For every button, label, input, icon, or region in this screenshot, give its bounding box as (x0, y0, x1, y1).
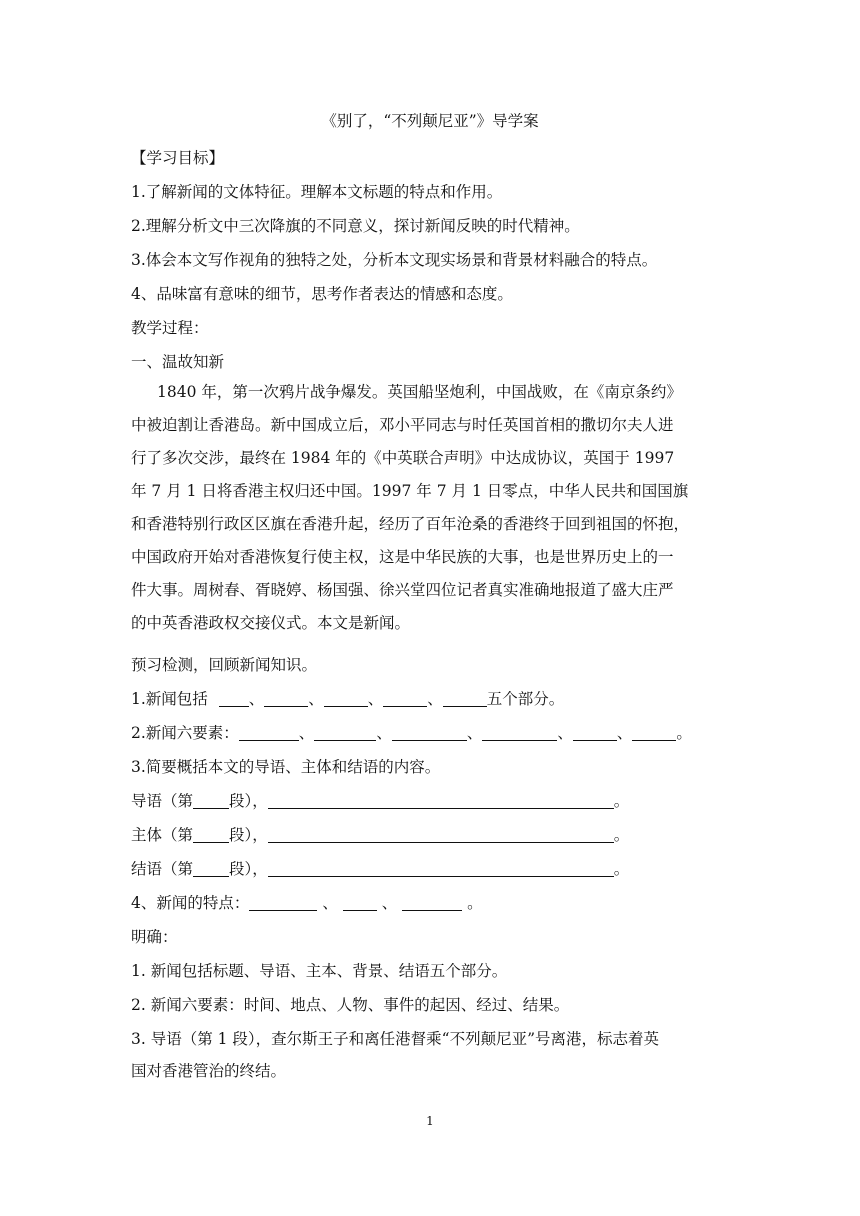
separator: 、 (427, 690, 443, 708)
question-4-prefix: 4、新闻的特点： (131, 894, 250, 912)
part-label: 结语（第 (131, 860, 194, 878)
question-4 (131, 892, 483, 914)
answer-item: 2. 新闻六要素：时间、地点、人物、事件的起因、经过、结果。 (131, 996, 570, 1014)
intro-line: 1840 年，第一次鸦片战争爆发。英国船坚炮利，中国战败，在《南京条约》 (157, 383, 682, 401)
section-heading: 一、温故知新 (131, 353, 225, 371)
question-1 (131, 688, 564, 710)
objective-item: 1.了解新闻的文体特征。理解本文标题的特点和作用。 (131, 183, 503, 201)
separator: 、 (381, 894, 398, 912)
part-ending (131, 858, 629, 880)
answer-blank[interactable] (268, 792, 614, 809)
separator: 、 (376, 724, 392, 742)
period: 。 (613, 792, 630, 810)
answer-blank[interactable] (268, 826, 614, 843)
answer-item: 3. 导语（第 1 段），查尔斯王子和离任港督乘“不列颠尼亚”号离港，标志着英 (131, 1030, 660, 1048)
answer-blank[interactable] (443, 690, 487, 707)
answer-blank[interactable] (343, 894, 377, 911)
part-mid: 段）， (229, 826, 268, 844)
period: 。 (467, 894, 483, 912)
answer-item: 1. 新闻包括标题、导语、主本、背景、结语五个部分。 (131, 962, 508, 980)
answer-blank[interactable] (392, 724, 467, 741)
answer-blank[interactable] (314, 724, 376, 741)
question-1-suffix: 五个部分。 (486, 690, 565, 708)
objective-item: 2.理解分析文中三次降旗的不同意义，探讨新闻反映的时代精神。 (131, 217, 580, 235)
answer-blank[interactable] (219, 690, 249, 707)
answer-blank[interactable] (264, 690, 308, 707)
period: 。 (676, 724, 692, 742)
separator: 、 (367, 690, 384, 708)
question-2 (131, 722, 692, 744)
answer-blank[interactable] (239, 724, 299, 741)
page-title: 《别了，“不列颠尼亚”》导学案 (321, 112, 539, 130)
objectives-heading: 【学习目标】 (131, 149, 225, 167)
period: 。 (613, 860, 630, 878)
question-3: 3.简要概括本文的导语、主体和结语的内容。 (131, 758, 441, 776)
answer-blank[interactable] (193, 792, 229, 809)
intro-line: 中被迫割让香港岛。新中国成立后，邓小平同志与时任英国首相的撒切尔夫人进 (131, 416, 674, 434)
intro-line: 中国政府开始对香港恢复行使主权，这是中华民族的大事，也是世界历史上的一 (131, 548, 674, 566)
objective-item: 4、品味富有意味的细节，思考作者表达的情感和态度。 (131, 285, 513, 303)
part-lead (131, 790, 629, 812)
preview-heading: 预习检测，回顾新闻知识。 (131, 656, 318, 674)
answer-blank[interactable] (193, 860, 229, 877)
intro-line: 和香港特别行政区区旗在香港升起，经历了百年沧桑的香港终于回到祖国的怀抱， (131, 515, 690, 533)
period: 。 (613, 826, 630, 844)
process-heading: 教学过程： (131, 319, 209, 337)
answer-blank[interactable] (482, 724, 557, 741)
intro-line: 的中英香港政权交接仪式。本文是新闻。 (131, 614, 411, 632)
separator: 、 (248, 690, 265, 708)
separator: 、 (308, 690, 324, 708)
answer-blank[interactable] (402, 894, 462, 911)
part-body (131, 824, 629, 846)
separator: 、 (616, 724, 633, 742)
part-label: 主体（第 (131, 826, 194, 844)
separator: 、 (298, 724, 315, 742)
answers-heading: 明确： (131, 928, 178, 946)
page-number: 1 (426, 1114, 434, 1128)
question-1-prefix: 1.新闻包括 (131, 690, 208, 708)
objective-item: 3.体会本文写作视角的独特之处，分析本文现实场景和背景材料融合的特点。 (131, 251, 658, 269)
answer-blank[interactable] (193, 826, 229, 843)
answer-item: 国对香港管治的终结。 (131, 1062, 287, 1080)
answer-blank[interactable] (268, 860, 614, 877)
separator: 、 (557, 724, 573, 742)
intro-line: 件大事。周树春、胥晓婷、杨国强、徐兴堂四位记者真实准确地报道了盛大庄严 (131, 581, 674, 599)
part-mid: 段）， (229, 860, 268, 878)
answer-blank[interactable] (324, 690, 368, 707)
answer-blank[interactable] (573, 724, 617, 741)
answer-blank[interactable] (383, 690, 427, 707)
answer-blank[interactable] (249, 894, 317, 911)
intro-line: 行了多次交涉，最终在 1984 年的《中英联合声明》中达成协议，英国于 1997 (131, 449, 675, 467)
intro-line: 年 7 月 1 日将香港主权归还中国。1997 年 7 月 1 日零点，中华人民共和国国旗 (131, 482, 689, 500)
part-label: 导语（第 (131, 792, 194, 810)
separator: 、 (466, 724, 483, 742)
question-2-prefix: 2.新闻六要素： (131, 724, 239, 742)
separator: 、 (322, 894, 338, 912)
part-mid: 段）， (229, 792, 268, 810)
answer-blank[interactable] (632, 724, 676, 741)
